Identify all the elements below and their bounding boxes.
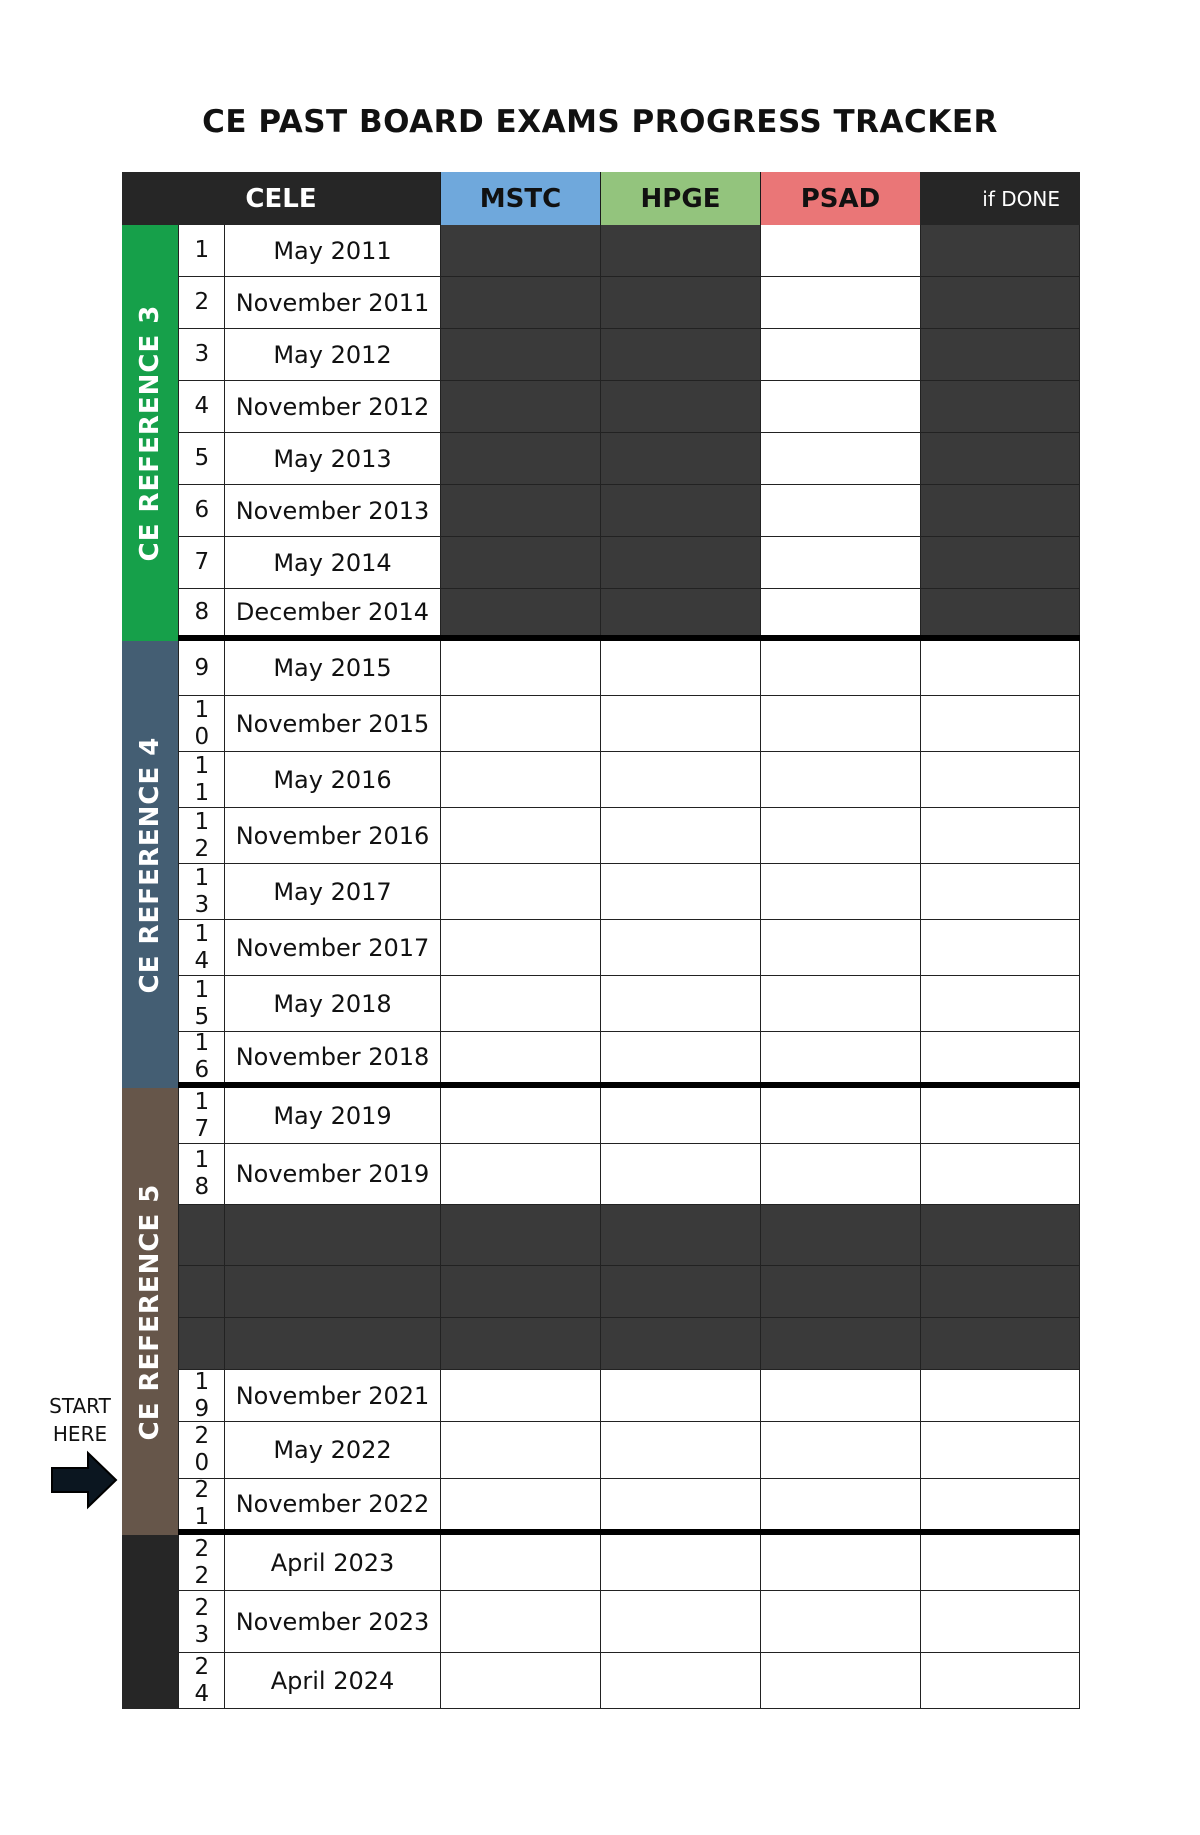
mstc-check-cell[interactable] (440, 1088, 600, 1143)
table-row (178, 1205, 1080, 1266)
hpge-check-cell[interactable] (600, 1591, 760, 1652)
done-check-cell (920, 1318, 1080, 1369)
done-check-cell (920, 485, 1080, 536)
psad-check-cell[interactable] (760, 277, 920, 328)
psad-check-cell[interactable] (760, 433, 920, 484)
exam-date: May 2022 (224, 1422, 440, 1478)
hpge-check-cell (600, 589, 760, 635)
exam-number-cell (178, 589, 224, 635)
exam-number: 3 (194, 341, 210, 367)
table-row (178, 976, 1080, 1032)
exam-number-cell (178, 225, 224, 276)
mstc-check-cell[interactable] (440, 1422, 600, 1478)
table-row (178, 864, 1080, 920)
psad-check-cell[interactable] (760, 1032, 920, 1082)
done-check-cell (920, 381, 1080, 432)
done-check-cell[interactable] (920, 641, 1080, 695)
exam-number: 23 (194, 1594, 210, 1648)
exam-number: 21 (194, 1477, 210, 1530)
mstc-check-cell[interactable] (440, 1535, 600, 1590)
psad-check-cell[interactable] (760, 1479, 920, 1529)
exam-number-cell (178, 329, 224, 380)
hpge-check-cell (600, 1205, 760, 1265)
hpge-check-cell[interactable] (600, 752, 760, 807)
psad-check-cell[interactable] (760, 589, 920, 635)
hpge-check-cell[interactable] (600, 1653, 760, 1708)
start-here-line1: START (49, 1394, 111, 1418)
mstc-check-cell (440, 329, 600, 380)
exam-number: 24 (194, 1653, 210, 1707)
right-arrow-icon (50, 1450, 118, 1510)
exam-number: 15 (194, 976, 210, 1030)
mstc-check-cell (440, 381, 600, 432)
psad-check-cell[interactable] (760, 1591, 920, 1652)
group-bar-3 (122, 1088, 178, 1535)
exam-number-cell (178, 808, 224, 863)
done-check-cell[interactable] (920, 1535, 1080, 1590)
psad-check-cell (760, 1318, 920, 1369)
done-check-cell[interactable] (920, 976, 1080, 1031)
table-row (178, 920, 1080, 976)
exam-number: 17 (194, 1088, 210, 1142)
exam-number: 12 (194, 808, 210, 862)
mstc-check-cell[interactable] (440, 976, 600, 1031)
exam-number: 5 (194, 445, 210, 471)
exam-number: 4 (194, 393, 210, 419)
hpge-check-cell[interactable] (600, 1088, 760, 1143)
psad-check-cell[interactable] (760, 920, 920, 975)
table-row (178, 1032, 1080, 1088)
psad-check-cell[interactable] (760, 1535, 920, 1590)
table-row (178, 329, 1080, 381)
psad-check-cell (760, 1205, 920, 1265)
exam-date (224, 1266, 440, 1317)
hpge-check-cell (600, 329, 760, 380)
hpge-check-cell (600, 433, 760, 484)
exam-number-cell (178, 381, 224, 432)
psad-check-cell[interactable] (760, 641, 920, 695)
exam-date: April 2024 (224, 1653, 440, 1708)
exam-date: November 2015 (224, 696, 440, 751)
hpge-check-cell[interactable] (600, 1370, 760, 1421)
mstc-check-cell (440, 433, 600, 484)
group-bar-4 (122, 1535, 178, 1709)
hpge-check-cell (600, 537, 760, 588)
exam-number-cell (178, 1032, 224, 1082)
group-label: CE REFERENCE 5 (135, 1183, 165, 1440)
exam-number-cell (178, 1422, 224, 1478)
exam-number-cell (178, 1370, 224, 1421)
psad-check-cell[interactable] (760, 1088, 920, 1143)
done-check-cell[interactable] (920, 696, 1080, 751)
exam-number: 20 (194, 1423, 210, 1476)
done-check-cell (920, 225, 1080, 276)
page-title: CE PAST BOARD EXAMS PROGRESS TRACKER (202, 104, 998, 140)
done-check-cell (920, 1266, 1080, 1317)
table-row (178, 589, 1080, 641)
mstc-check-cell[interactable] (440, 696, 600, 751)
done-check-cell (920, 589, 1080, 635)
group-label: CE REFERENCE 4 (135, 736, 165, 993)
group-label: CE REFERENCE 3 (135, 304, 165, 562)
table-row (178, 1318, 1080, 1370)
exam-number: 13 (194, 864, 210, 918)
exam-number-cell (178, 485, 224, 536)
exam-date: November 2023 (224, 1591, 440, 1652)
mstc-check-cell[interactable] (440, 1144, 600, 1204)
done-check-cell[interactable] (920, 864, 1080, 919)
mstc-check-cell[interactable] (440, 1653, 600, 1708)
exam-date: May 2017 (224, 864, 440, 919)
exam-number-cell (178, 641, 224, 695)
exam-number: 6 (194, 497, 210, 523)
table-row (178, 752, 1080, 808)
table-row (178, 277, 1080, 329)
mstc-check-cell[interactable] (440, 920, 600, 975)
exam-date: May 2013 (224, 433, 440, 484)
table-row (178, 1266, 1080, 1318)
exam-number-cell (178, 1479, 224, 1529)
done-check-cell (920, 1205, 1080, 1265)
mstc-check-cell[interactable] (440, 1479, 600, 1529)
psad-check-cell[interactable] (760, 808, 920, 863)
mstc-check-cell (440, 1318, 600, 1369)
table-row (178, 808, 1080, 864)
exam-date (224, 1205, 440, 1265)
table-row (178, 1591, 1080, 1653)
table-row (178, 1479, 1080, 1535)
exam-date: May 2015 (224, 641, 440, 695)
done-check-cell[interactable] (920, 752, 1080, 807)
exam-number-cell (178, 277, 224, 328)
table-row (178, 537, 1080, 589)
exam-date: May 2019 (224, 1088, 440, 1143)
exam-number-cell (178, 752, 224, 807)
exam-number-cell (178, 1318, 224, 1369)
exam-number: 8 (194, 598, 210, 625)
mstc-check-cell (440, 485, 600, 536)
exam-date: April 2023 (224, 1535, 440, 1590)
table-row (178, 1370, 1080, 1422)
psad-check-cell[interactable] (760, 329, 920, 380)
exam-date: May 2016 (224, 752, 440, 807)
hpge-check-cell[interactable] (600, 1422, 760, 1478)
mstc-check-cell[interactable] (440, 864, 600, 919)
hpge-check-cell[interactable] (600, 641, 760, 695)
exam-date: November 2022 (224, 1479, 440, 1529)
psad-check-cell[interactable] (760, 485, 920, 536)
table-row (178, 381, 1080, 433)
exam-number-cell (178, 433, 224, 484)
done-check-cell (920, 277, 1080, 328)
hpge-check-cell[interactable] (600, 1032, 760, 1082)
mstc-check-cell (440, 1205, 600, 1265)
exam-number: 7 (194, 549, 210, 575)
start-here-line2: HERE (52, 1422, 108, 1446)
exam-number: 14 (194, 920, 210, 974)
mstc-check-cell (440, 225, 600, 276)
exam-number-cell (178, 1144, 224, 1204)
start-here-note (30, 1392, 130, 1448)
mstc-check-cell (440, 1266, 600, 1317)
psad-check-cell[interactable] (760, 1370, 920, 1421)
psad-check-cell[interactable] (760, 381, 920, 432)
done-check-cell[interactable] (920, 1144, 1080, 1204)
header-if-done: if DONE (920, 172, 1080, 225)
hpge-check-cell[interactable] (600, 696, 760, 751)
done-check-cell (920, 329, 1080, 380)
done-check-cell[interactable] (920, 1653, 1080, 1708)
hpge-check-cell (600, 1318, 760, 1369)
exam-number: 2 (194, 289, 210, 315)
exam-number: 10 (194, 696, 210, 750)
exam-date: November 2013 (224, 485, 440, 536)
mstc-check-cell[interactable] (440, 1032, 600, 1082)
exam-number-cell (178, 1266, 224, 1317)
done-check-cell (920, 537, 1080, 588)
exam-number-cell (178, 920, 224, 975)
exam-date: May 2014 (224, 537, 440, 588)
psad-check-cell[interactable] (760, 976, 920, 1031)
header-hpge: HPGE (600, 172, 760, 225)
mstc-check-cell (440, 277, 600, 328)
table-row (178, 433, 1080, 485)
exam-date: November 2011 (224, 277, 440, 328)
mstc-check-cell (440, 537, 600, 588)
done-check-cell[interactable] (920, 808, 1080, 863)
exam-date: May 2012 (224, 329, 440, 380)
table-row (178, 1144, 1080, 1205)
psad-check-cell[interactable] (760, 864, 920, 919)
hpge-check-cell[interactable] (600, 1144, 760, 1204)
psad-check-cell[interactable] (760, 696, 920, 751)
hpge-check-cell (600, 381, 760, 432)
mstc-check-cell[interactable] (440, 1591, 600, 1652)
exam-number: 19 (194, 1368, 210, 1422)
exam-number: 22 (194, 1535, 210, 1589)
hpge-check-cell (600, 277, 760, 328)
exam-date: November 2018 (224, 1032, 440, 1082)
exam-number-cell (178, 1653, 224, 1708)
done-check-cell[interactable] (920, 1479, 1080, 1529)
exam-number-cell (178, 976, 224, 1031)
mstc-check-cell (440, 589, 600, 635)
table-row (178, 696, 1080, 752)
psad-check-cell (760, 1266, 920, 1317)
table-row (178, 1088, 1080, 1144)
exam-number-cell (178, 537, 224, 588)
header-cele: CELE (122, 172, 440, 225)
exam-number-cell (178, 1535, 224, 1590)
header-mstc: MSTC (440, 172, 600, 225)
psad-check-cell[interactable] (760, 537, 920, 588)
exam-date (224, 1318, 440, 1369)
exam-number: 1 (194, 237, 210, 263)
exam-number: 18 (194, 1147, 210, 1200)
hpge-check-cell[interactable] (600, 808, 760, 863)
mstc-check-cell[interactable] (440, 1370, 600, 1421)
hpge-check-cell (600, 1266, 760, 1317)
psad-check-cell[interactable] (760, 1422, 920, 1478)
table-row (178, 485, 1080, 537)
exam-number: 9 (194, 654, 210, 681)
group-bar-2 (122, 641, 178, 1088)
table-row (178, 1535, 1080, 1591)
hpge-check-cell[interactable] (600, 864, 760, 919)
exam-number-cell (178, 864, 224, 919)
done-check-cell[interactable] (920, 1591, 1080, 1652)
table-row (178, 225, 1080, 277)
mstc-check-cell[interactable] (440, 808, 600, 863)
table-row (178, 641, 1080, 696)
done-check-cell (920, 433, 1080, 484)
table-row (178, 1422, 1080, 1479)
exam-date: May 2011 (224, 225, 440, 276)
exam-date: November 2012 (224, 381, 440, 432)
hpge-check-cell[interactable] (600, 1535, 760, 1590)
psad-check-cell[interactable] (760, 225, 920, 276)
psad-check-cell[interactable] (760, 1653, 920, 1708)
exam-date: May 2018 (224, 976, 440, 1031)
done-check-cell[interactable] (920, 1088, 1080, 1143)
group-bar-1 (122, 225, 178, 641)
table-row (178, 1653, 1080, 1709)
mstc-check-cell[interactable] (440, 641, 600, 695)
exam-date: December 2014 (224, 589, 440, 635)
exam-number-cell (178, 696, 224, 751)
done-check-cell[interactable] (920, 1422, 1080, 1478)
done-check-cell[interactable] (920, 920, 1080, 975)
hpge-check-cell[interactable] (600, 1479, 760, 1529)
hpge-check-cell (600, 225, 760, 276)
hpge-check-cell[interactable] (600, 920, 760, 975)
exam-date: November 2017 (224, 920, 440, 975)
psad-check-cell[interactable] (760, 752, 920, 807)
exam-number: 11 (194, 752, 210, 806)
exam-number-cell (178, 1088, 224, 1143)
hpge-check-cell (600, 485, 760, 536)
exam-date: November 2021 (224, 1370, 440, 1421)
exam-date: November 2016 (224, 808, 440, 863)
exam-number-cell (178, 1205, 224, 1265)
mstc-check-cell[interactable] (440, 752, 600, 807)
done-check-cell[interactable] (920, 1032, 1080, 1082)
exam-number-cell (178, 1591, 224, 1652)
exam-date: November 2019 (224, 1144, 440, 1204)
done-check-cell[interactable] (920, 1370, 1080, 1421)
exam-number: 16 (194, 1030, 210, 1083)
header-psad: PSAD (760, 172, 920, 225)
hpge-check-cell[interactable] (600, 976, 760, 1031)
psad-check-cell[interactable] (760, 1144, 920, 1204)
